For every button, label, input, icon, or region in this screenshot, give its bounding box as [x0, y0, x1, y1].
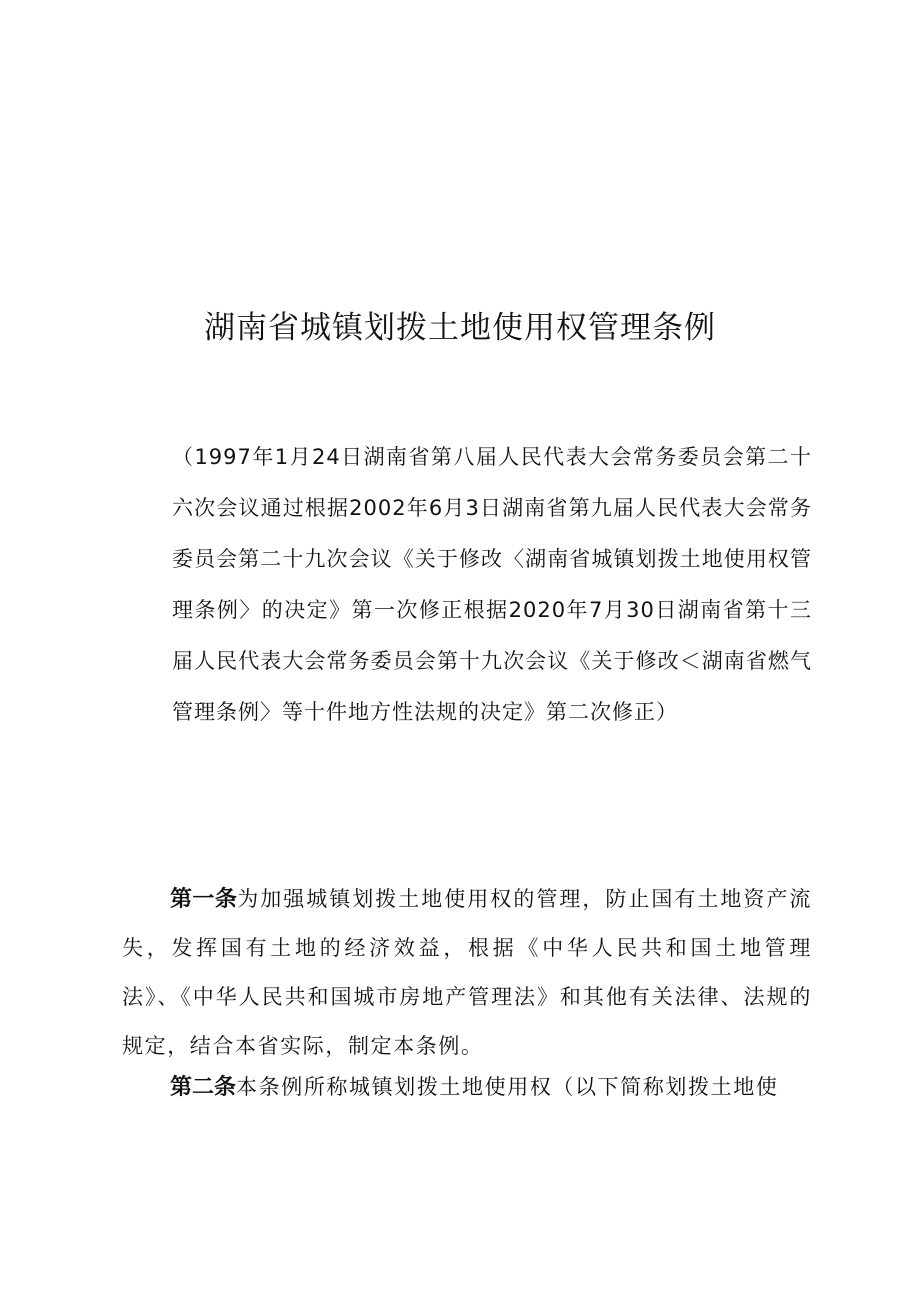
article-1-text: 为加强城镇划拨土地使用权的管理，防止国有土地资产流失，发挥国有土地的经济效益，根据《中华人民共和国土地管理法》、《中华人民共和国城市房地产管理法》和其他有关法律、法规的规定，结合本省实际，制定本条例。: [122, 887, 812, 1058]
document-title: 湖南省城镇划拨土地使用权管理条例: [204, 310, 716, 346]
article-1: [122, 875, 812, 1071]
article-2-number: 第二条: [170, 1075, 237, 1100]
article-2: [122, 1063, 812, 1112]
article-2-text: 本条例所称城镇划拨土地使用权（以下简称划拨土地使: [236, 1075, 779, 1099]
article-1-number: 第一条: [170, 887, 238, 912]
legislative-history: （1997年1月24日湖南省第八届人民代表大会常务委员会第二十六次会议通过根据2002年6月3日湖南省第九届人民代表大会常务委员会第二十九次会议《关于修改〈湖南省城镇划拨土地使用权管理条例〉的决定》第一次修正根据2020年7月30日湖南省第十三届人民代表大会常务委员会第十九次会议《关于修改＜湖南省燃气管理条例〉等十件地方性法规的决定》第二次修正）: [172, 445, 812, 724]
